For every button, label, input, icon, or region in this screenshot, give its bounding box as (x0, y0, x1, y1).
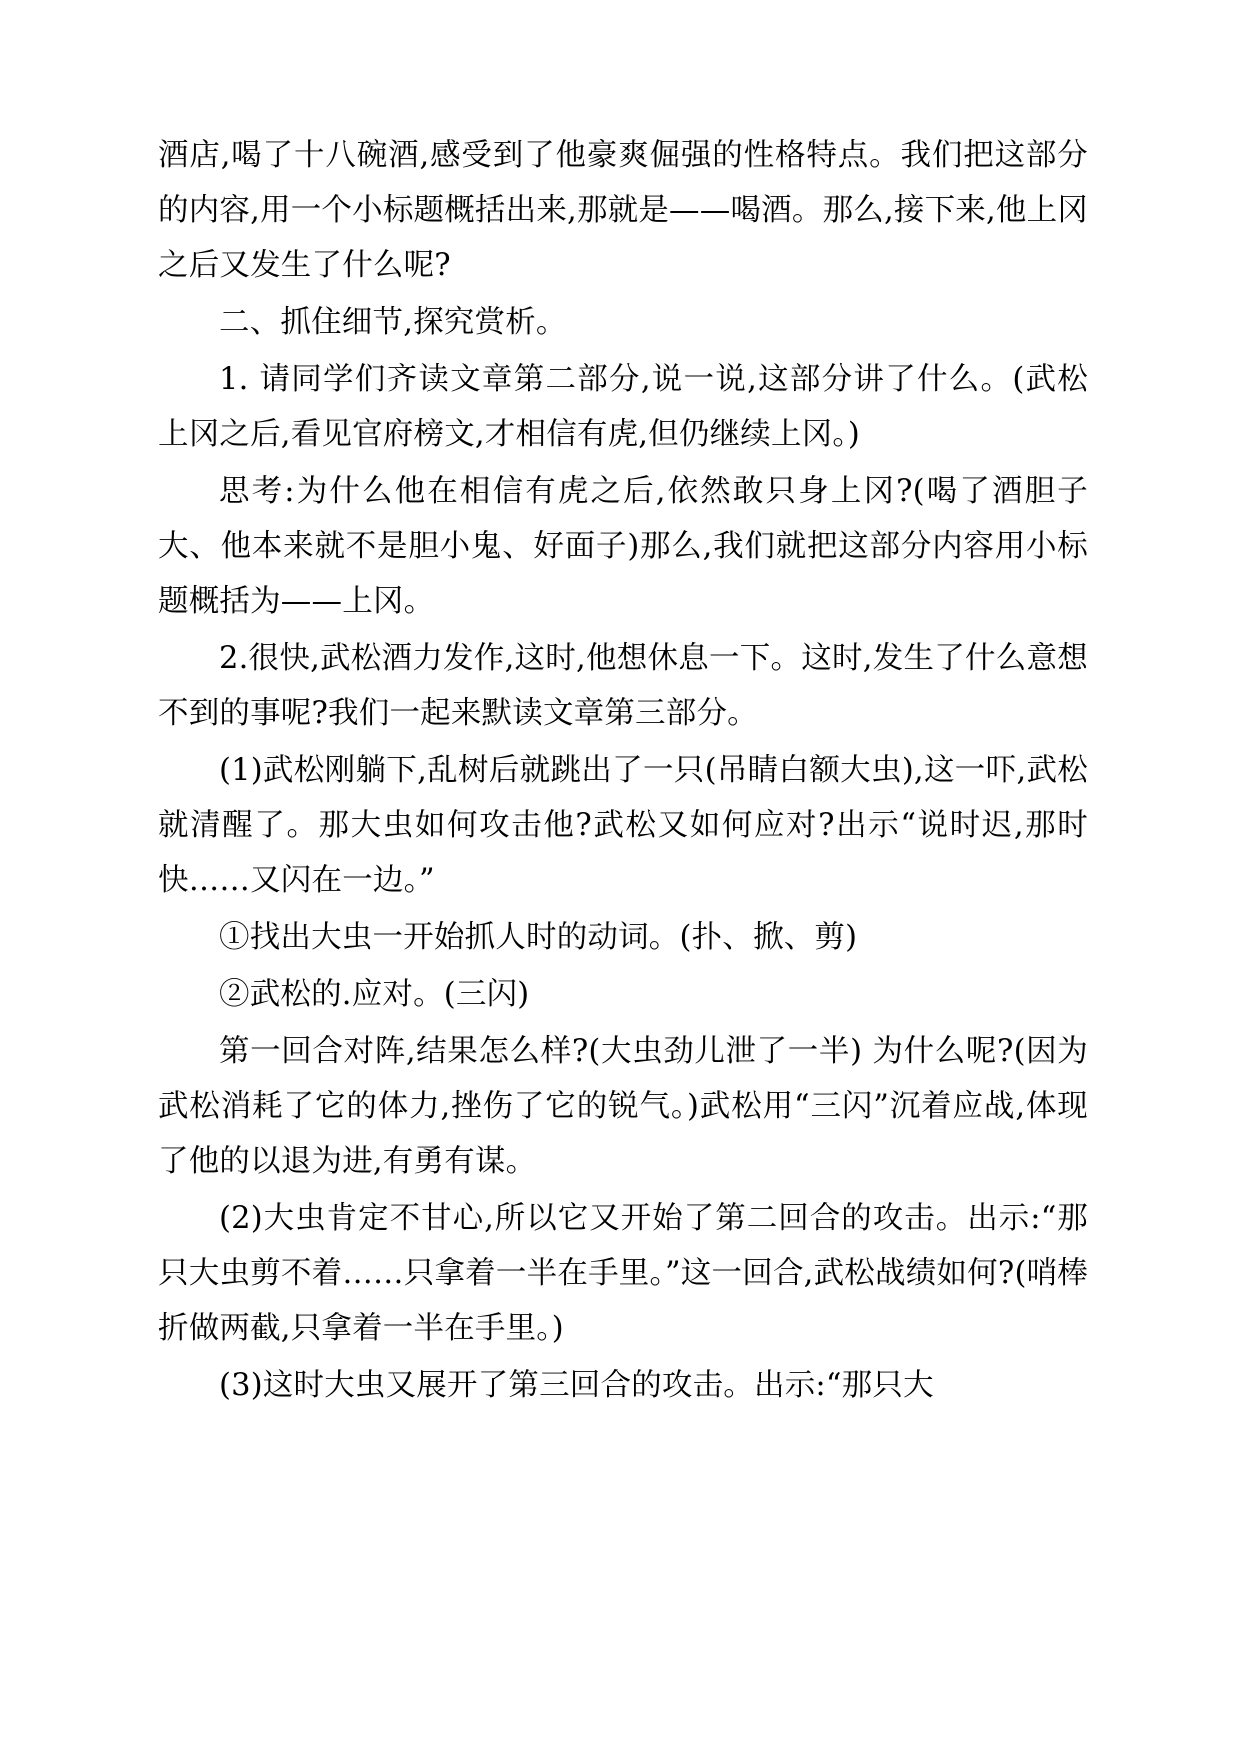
paragraph: 思考:为什么他在相信有虎之后,依然敢只身上冈?(喝了酒胆子大、他本来就不是胆小鬼、好面子)那么,我们就把这部分内容用小标题概括为——上冈。 (158, 474, 1088, 619)
document-text-body (158, 128, 1088, 1415)
paragraph: (2)大虫肯定不甘心,所以它又开始了第二回合的攻击。出示:“那只大虫剪不着……只拿着一半在手里。”这一回合,武松战绩如何?(哨棒折做两截,只拿着一半在手里。) (158, 1201, 1088, 1346)
paragraph: ②武松的.应对。(三闪) (219, 977, 530, 1012)
paragraph: (3)这时大虫又展开了第三回合的攻击。出示:“那只大 (219, 1368, 934, 1403)
paragraph: 二、抓住细节,探究赏析。 (219, 305, 567, 340)
paragraph: 2.很快,武松酒力发作,这时,他想休息一下。这时,发生了什么意想不到的事呢?我们一起来默读文章第三部分。 (158, 641, 1088, 731)
paragraph: 第一回合对阵,结果怎么样?(大虫劲儿泄了一半) 为什么呢?(因为武松消耗了它的体力,挫伤了它的锐气。)武松用“三闪”沉着应战,体现了他的以退为进,有勇有谋。 (158, 1034, 1088, 1179)
paragraph: ①找出大虫一开始抓人时的动词。(扑、掀、剪) (219, 920, 858, 955)
paragraph: (1)武松刚躺下,乱树后就跳出了一只(吊睛白额大虫),这一吓,武松就清醒了。那大虫如何攻击他?武松又如何应对?出示“说时迟,那时快……又闪在一边。” (158, 753, 1088, 898)
paragraph: 1. 请同学们齐读文章第二部分,说一说,这部分讲了什么。(武松上冈之后,看见官府榜文,才相信有虎,但仍继续上冈。) (158, 362, 1088, 452)
paragraph: 酒店,喝了十八碗酒,感受到了他豪爽倔强的性格特点。我们把这部分的内容,用一个小标题概括出来,那就是——喝酒。那么,接下来,他上冈之后又发生了什么呢? (158, 138, 1088, 283)
